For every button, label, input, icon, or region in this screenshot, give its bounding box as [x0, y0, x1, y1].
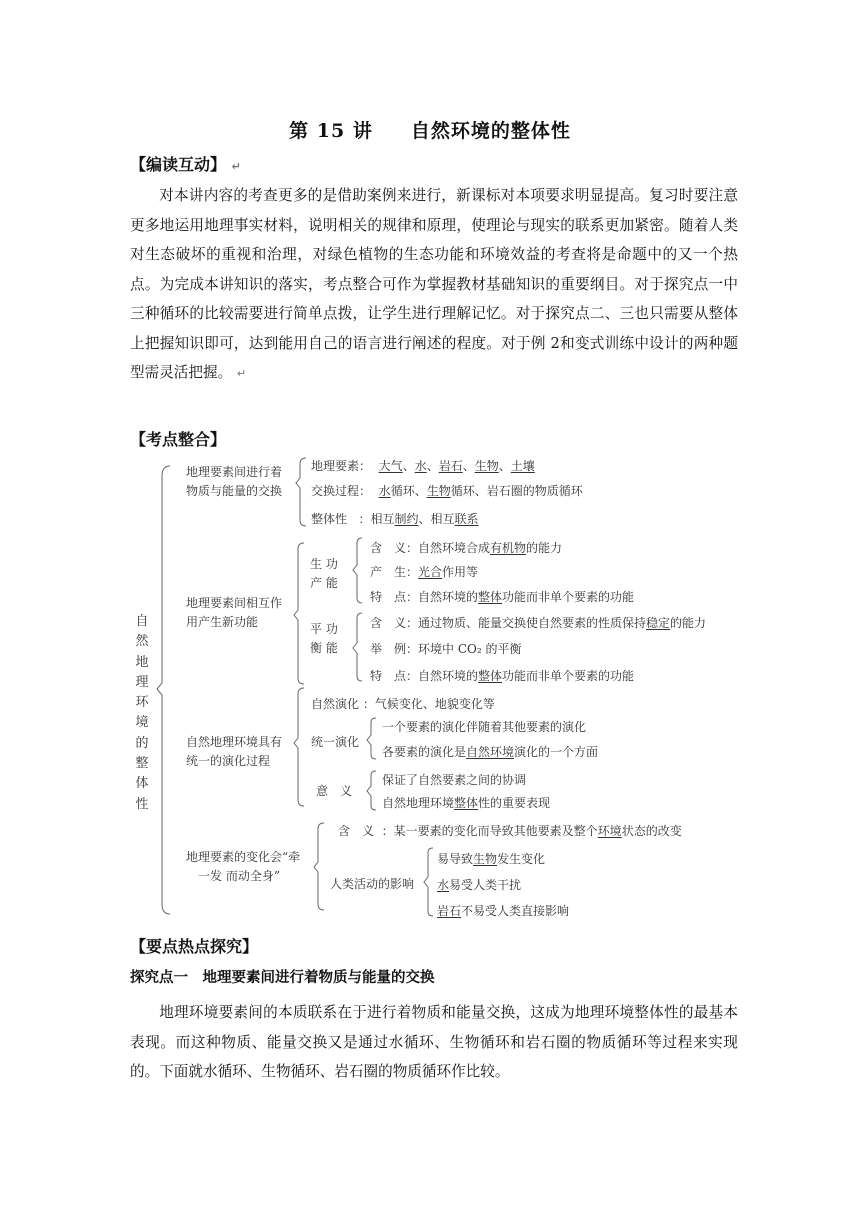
item-unified-evolution-2: 各要素的演化是自然环境演化的一个方面	[382, 745, 599, 759]
comparison-intro-paragraph: 地理环境要素间的本质联系在于进行着物质和能量交换，这成为地理环境整体性的最基本表现。而这种物质、能量交换又是通过水循环、生物循环和岩石圈的物质循环等过程来实现的。下面就水循环、生物循环、岩石圈的物质循环作比较。	[130, 1004, 738, 1080]
group-production-function: 生 功 产 能	[310, 557, 338, 590]
item-balance-feature: 特 点：自然环境的整体功能而非单个要素的功能	[370, 669, 635, 683]
item-unified-evolution-key: 统一演化	[311, 735, 360, 749]
editorial-paragraph: 对本讲内容的考查更多的是借助案例来进行，新课标对本项要求明显提高。复习时要注意更多地运用地理事实材料，说明相关的规律和原理，使理论与现实的联系更加紧密。随着人类对生态破坏的重视和治理，对绿色植物的生态功能和环境效益的考查将是命题中的又一个热点。为完成本讲知识的落实，考点整合可作为掌握教材基础知识的重要纲目。对于探究点一中三种循环的比较需要进行简单点拨，让学生进行理解记忆。对于探究点二、三也只需要从整体上把握知识即可，达到能用自己的语言进行阐述的程度。对于例 2和变式训练中设计的两种题型需灵活把握。 ↵	[130, 187, 738, 381]
item-significance-key: 意 义	[316, 784, 353, 798]
branch-new-functions: 地理要素间相互作 用产生新功能	[186, 596, 283, 629]
item-balance-example: 举 例：环境中 CO₂ 的平衡	[370, 642, 522, 656]
section-heading-hot-topics: 【要点热点探究】	[130, 937, 259, 956]
item-unified-evolution-1: 一个要素的演化伴随着其他要素的演化	[382, 720, 587, 734]
item-exchange-process: 交换过程： 水循环、生物循环、岩石圈的物质循环	[311, 484, 583, 498]
item-significance-2: 自然地理环境整体性的重要表现	[382, 796, 551, 810]
item-significance-1: 保证了自然要素之间的协调	[382, 773, 527, 787]
group-balance-function: 平 功 衡 能	[310, 622, 338, 655]
item-production-feature: 特 点：自然环境的整体功能而非单个要素的功能	[370, 590, 635, 604]
subsection-title: 探究点一 地理要素间进行着物质与能量的交换	[130, 970, 435, 986]
page-title: 第 15 讲 自然环境的整体性	[289, 120, 571, 142]
item-human-impact-key: 人类活动的影响	[330, 877, 415, 891]
branch-unified-evolution: 自然地理环境具有 统一的演化过程	[186, 735, 283, 768]
section-heading-key-points: 【考点整合】	[130, 430, 227, 449]
item-geo-elements: 地理要素： 大气、水、岩石、生物、土壤	[311, 459, 535, 473]
item-human-impact-3: 岩石不易受人类直接影响	[437, 904, 570, 918]
section-heading-editorial: 【编读互动】 ↵	[130, 155, 241, 174]
item-human-impact-1: 易导致生物发生变化	[437, 852, 546, 866]
item-balance-meaning: 含 义：通过物质、能量交换使自然要素的性质保持稳定的能力	[370, 616, 707, 630]
item-production-origin: 产 生：光合作用等	[370, 565, 479, 579]
item-human-impact-2: 水易受人类干扰	[437, 878, 522, 892]
item-production-meaning: 含 义：自然环境合成有机物的能力	[370, 541, 563, 555]
tree-root-label: 自然地理环境的整体性	[135, 614, 149, 812]
item-natural-evolution: 自然演化 ：气候变化、地貌变化等	[311, 697, 495, 711]
branch-material-energy-exchange: 地理要素间进行着 物质与能量的交换	[186, 465, 283, 498]
item-integrity: 整体性 ：相互制约、相互联系	[311, 512, 479, 526]
branch-chain-reaction: 地理要素的变化会“牵 一发 而动全身”	[186, 850, 301, 883]
item-chain-meaning: 含 义 ：某一要素的变化而导致其他要素及整个环境状态的改变	[338, 824, 682, 838]
